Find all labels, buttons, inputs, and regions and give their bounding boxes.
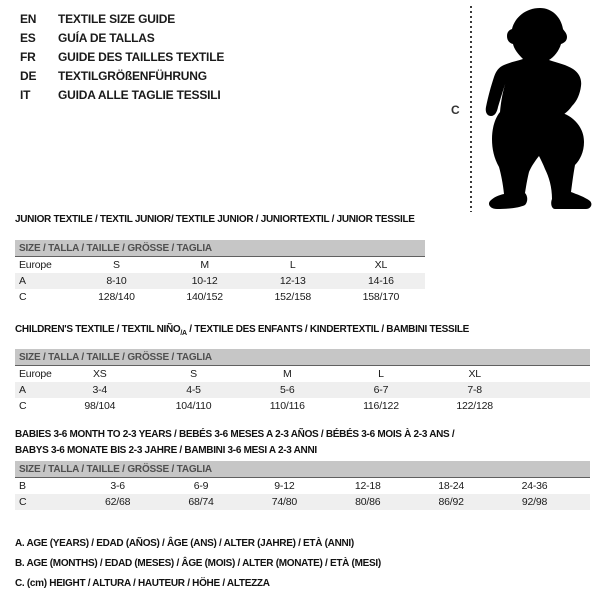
- height-marker-label: C: [451, 103, 460, 117]
- size-cell: 7-8: [428, 382, 522, 398]
- size-cell: 158/170: [362, 291, 400, 303]
- size-cell: 12-18: [354, 480, 381, 492]
- language-row: [20, 48, 224, 67]
- table-row: [15, 398, 590, 414]
- row-label-cell: A: [15, 382, 53, 398]
- size-cell: 3-6: [110, 480, 125, 492]
- size-header-bar: SIZE / TALLA / TAILLE / GRÖSSE / TAGLIA: [15, 461, 590, 478]
- baby-silhouette-icon: [482, 6, 598, 212]
- size-cell: 14-16: [337, 273, 425, 289]
- size-cell: 92/98: [493, 494, 576, 510]
- children-title-text: CHILDREN'S TEXTILE / TEXTIL NIÑO: [15, 324, 181, 335]
- table-row: [15, 494, 590, 510]
- size-cell: L: [378, 368, 384, 380]
- language-title: TEXTILE SIZE GUIDE: [58, 12, 176, 26]
- size-cell: 116/122: [363, 400, 399, 412]
- size-cell: 6-9: [193, 480, 209, 492]
- babies-title-line1: BABIES 3-6 MONTH TO 2-3 YEARS / BEBÉS 3-6 MESES A 2-3 AÑOS / BÉBÉS 3-6 MOIS À 2-3 ANS /: [15, 429, 455, 440]
- language-title: TEXTILGRÖßENFÜHRUNG: [58, 69, 207, 83]
- size-cell: S: [113, 259, 120, 271]
- junior-size-table: [15, 240, 425, 305]
- row-label-cell: C: [19, 291, 27, 303]
- size-cell: 104/110: [175, 400, 212, 412]
- size-cell: 6-7: [334, 382, 428, 398]
- size-cell: 98/104: [84, 400, 116, 412]
- table-row: [15, 366, 590, 382]
- language-code: EN: [20, 12, 37, 26]
- size-cell: XS: [92, 368, 107, 380]
- size-header-bar: SIZE / TALLA / TAILLE / GRÖSSE / TAGLIA: [15, 240, 425, 257]
- size-cell: XL: [468, 368, 481, 380]
- size-cell: 80/86: [326, 494, 409, 510]
- row-label-cell: Europe: [19, 259, 52, 271]
- table-row: [15, 478, 590, 494]
- size-cell: 3-4: [53, 382, 147, 398]
- row-label-cell: A: [15, 273, 72, 289]
- row-label-cell: Europe: [19, 368, 52, 380]
- spacer-cell: [522, 366, 590, 382]
- language-row: [20, 86, 224, 105]
- size-cell: 62/68: [76, 494, 159, 510]
- spacer-cell: [522, 398, 590, 414]
- size-cell: 5-6: [240, 382, 334, 398]
- table-row: [15, 382, 590, 398]
- size-cell: 128/140: [98, 291, 135, 303]
- table-row: [15, 257, 425, 273]
- language-code: DE: [20, 69, 37, 83]
- children-size-table: [15, 349, 590, 414]
- spacer-cell: [576, 478, 590, 494]
- size-header-bar: SIZE / TALLA / TAILLE / GRÖSSE / TAGLIA: [15, 349, 590, 366]
- size-cell: 68/74: [159, 494, 242, 510]
- table-row: [15, 289, 425, 305]
- size-cell: XL: [374, 259, 388, 271]
- size-cell: 110/116: [269, 400, 305, 412]
- footnote-legend: [15, 534, 381, 594]
- size-cell: 12-13: [249, 273, 337, 289]
- junior-table-title: JUNIOR TEXTILE / TEXTIL JUNIOR/ TEXTILE JUNIOR / JUNIORTEXTIL / JUNIOR TESSILE: [15, 214, 415, 225]
- language-code: FR: [20, 50, 36, 64]
- size-cell: 122/128: [456, 400, 493, 412]
- language-row: [20, 29, 224, 48]
- footnote-line-b: B. AGE (MONTHS) / EDAD (MESES) / ÂGE (MOIS) / ALTER (MONATE) / ETÀ (MESI): [15, 558, 381, 569]
- size-cell: 9-12: [274, 480, 295, 492]
- size-cell: 140/152: [186, 291, 223, 303]
- height-measure-dotted-line: [470, 6, 472, 212]
- table-row: [15, 273, 425, 289]
- size-cell: M: [282, 368, 292, 380]
- size-cell: 8-10: [72, 273, 160, 289]
- language-title: GUIDA ALLE TAGLIE TESSILI: [58, 88, 221, 102]
- size-cell: 4-5: [147, 382, 241, 398]
- babies-size-table: [15, 461, 590, 510]
- footnote-line-a: A. AGE (YEARS) / EDAD (AÑOS) / ÂGE (ANS) / ALTER (JAHRE) / ETÀ (ANNI): [15, 538, 354, 549]
- size-cell: L: [289, 259, 296, 271]
- language-row: [20, 67, 224, 86]
- spacer-cell: [576, 494, 590, 510]
- size-cell: 18-24: [438, 480, 465, 492]
- row-label-cell: C: [19, 400, 27, 412]
- language-code: IT: [20, 88, 31, 102]
- size-cell: 10-12: [161, 273, 249, 289]
- size-cell: 74/80: [243, 494, 326, 510]
- children-table-title: [15, 322, 469, 342]
- size-cell: M: [200, 259, 209, 271]
- language-title-list: [20, 10, 224, 105]
- language-title: GUÍA DE TALLAS: [58, 31, 155, 45]
- children-title-text: / TEXTILE DES ENFANTS / KINDERTEXTIL / BAMBINI TESSILE: [186, 324, 470, 335]
- size-cell: 86/92: [409, 494, 492, 510]
- babies-title-line2: BABYS 3-6 MONATE BIS 2-3 JAHRE / BAMBINI 3-6 MESI A 2-3 ANNI: [15, 445, 317, 456]
- footnote-line-c: C. (cm) HEIGHT / ALTURA / HAUTEUR / HÖHE / ALTEZZA: [15, 578, 270, 589]
- spacer-cell: [522, 382, 590, 398]
- language-title: GUIDE DES TAILLES TEXTILE: [58, 50, 225, 64]
- size-cell: 24-36: [521, 480, 548, 492]
- row-label-cell: C: [15, 494, 76, 510]
- babies-table-title: [15, 427, 454, 459]
- language-code: ES: [20, 31, 36, 45]
- size-cell: 152/158: [274, 291, 312, 303]
- row-label-cell: B: [19, 480, 26, 492]
- language-row: [20, 10, 224, 29]
- children-title-sub: /A: [180, 330, 187, 337]
- size-cell: S: [190, 368, 197, 380]
